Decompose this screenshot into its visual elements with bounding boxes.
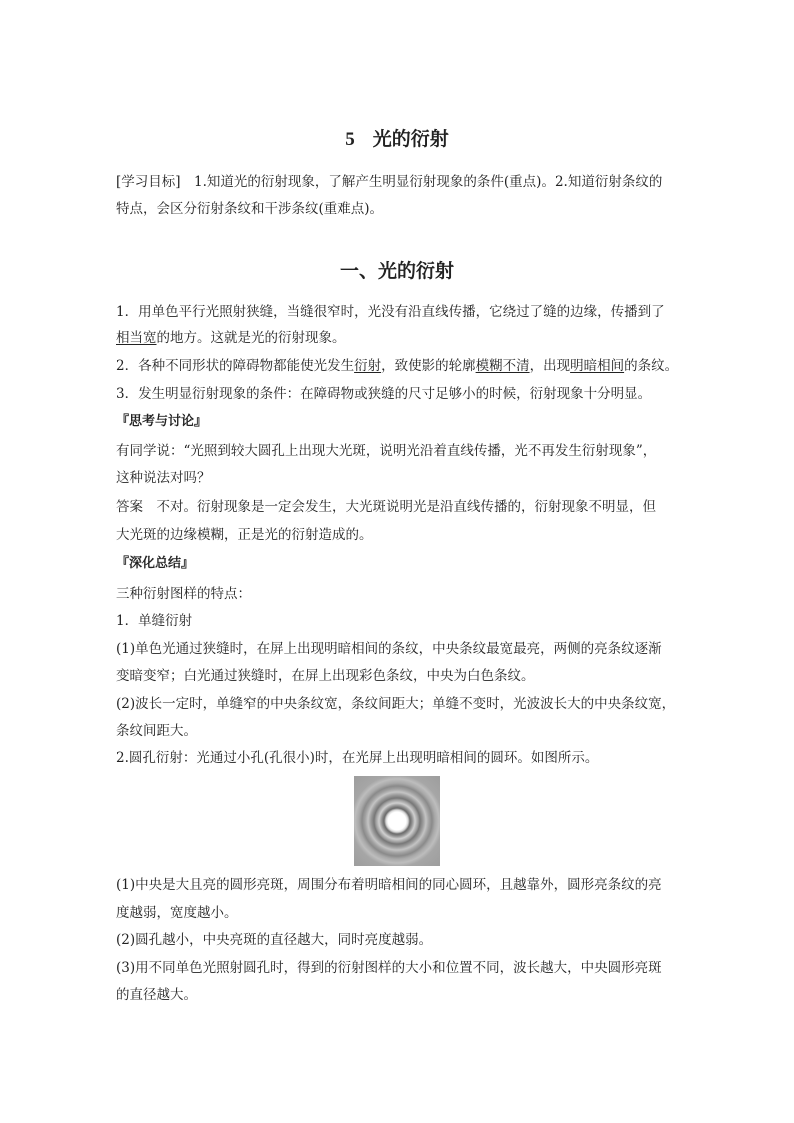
underlined-term: 模糊不清: [475, 358, 530, 374]
question-line-2: 这种说法对吗？: [116, 470, 211, 486]
point-1-line-1: 1．用单色平行光照射狭缝，当缝很窄时，光没有沿直线传播，它绕过了缝的边缘，传播到了: [116, 304, 665, 320]
underlined-term: 衍射: [354, 358, 382, 374]
point-2: 2．各种不同形状的障碍物都能使光发生衍射，致使影的轮廓模糊不清，出现明暗相间的条纹。: [116, 358, 679, 374]
question-line-1: 有同学说：“光照到较大圆孔上出现大光斑，说明光沿着直线传播，光不再发生衍射现象”，: [116, 443, 657, 459]
summary-label: 『深化总结』: [116, 556, 195, 571]
summary-intro: 三种衍射图样的特点：: [116, 586, 251, 602]
section-number: 5: [345, 129, 355, 150]
answer-line-2: 大光斑的边缘模糊，正是光的衍射造成的。: [116, 527, 373, 543]
single-slit-2-line-2: 条纹间距大。: [116, 723, 197, 739]
answer-line-1: 答案 不对。衍射现象是一定会发生，大光斑说明光是沿直线传播的，衍射现象不明显，但: [116, 499, 656, 515]
circular-1-line-1: (1)中央是大且亮的圆形亮斑，周围分布着明暗相间的同心圆环，且越靠外，圆形亮条纹的亮: [116, 877, 662, 893]
underlined-term: 相当宽: [116, 330, 157, 346]
circular-3-line-1: (3)用不同单色光照射圆孔时，得到的衍射图样的大小和位置不同，波长越大，中央圆形亮斑: [116, 960, 662, 976]
single-slit-heading: 1．单缝衍射: [116, 613, 193, 629]
single-slit-2-line-1: (2)波长一定时，单缝窄的中央条纹宽，条纹间距大；单缝不变时，光波波长大的中央条纹宽，: [116, 696, 676, 712]
single-slit-1-line-2: 变暗变窄；白光通过狭缝时，在屏上出现彩色条纹，中央为白色条纹。: [116, 668, 535, 684]
circular-3-line-2: 的直径越大。: [116, 987, 197, 1003]
diffraction-pattern-image: [354, 776, 440, 866]
point-1-line-2: 相当宽的地方。这就是光的衍射现象。: [116, 330, 346, 346]
title-text: 光的衍射: [372, 128, 449, 150]
objectives-line-2: 特点，会区分衍射条纹和干涉条纹(重难点)。: [116, 201, 384, 217]
think-discuss-label: 『思考与讨论』: [116, 414, 208, 429]
point-3: 3．发生明显衍射现象的条件：在障碍物或狭缝的尺寸足够小的时候，衍射现象十分明显。: [116, 386, 652, 402]
circular-2: (2)圆孔越小，中央亮斑的直径越大，同时亮度越弱。: [116, 932, 433, 948]
circular-hole-heading: 2.圆孔衍射：光通过小孔(孔很小)时，在光屏上出现明暗相间的圆环。如图所示。: [116, 750, 599, 766]
objectives-line-1: [学习目标] 1.知道光的衍射现象，了解产生明显衍射现象的条件(重点)。2.知道衍射条纹的: [116, 174, 663, 190]
section-heading: 一、光的衍射: [339, 260, 454, 282]
circular-1-line-2: 度越弱，宽度越小。: [116, 905, 238, 921]
page-title: [116, 124, 678, 151]
single-slit-1-line-1: (1)单色光通过狭缝时，在屏上出现明暗相间的条纹，中央条纹最宽最亮，两侧的亮条纹逐渐: [116, 641, 662, 657]
underlined-term: 明暗相间: [570, 358, 625, 374]
